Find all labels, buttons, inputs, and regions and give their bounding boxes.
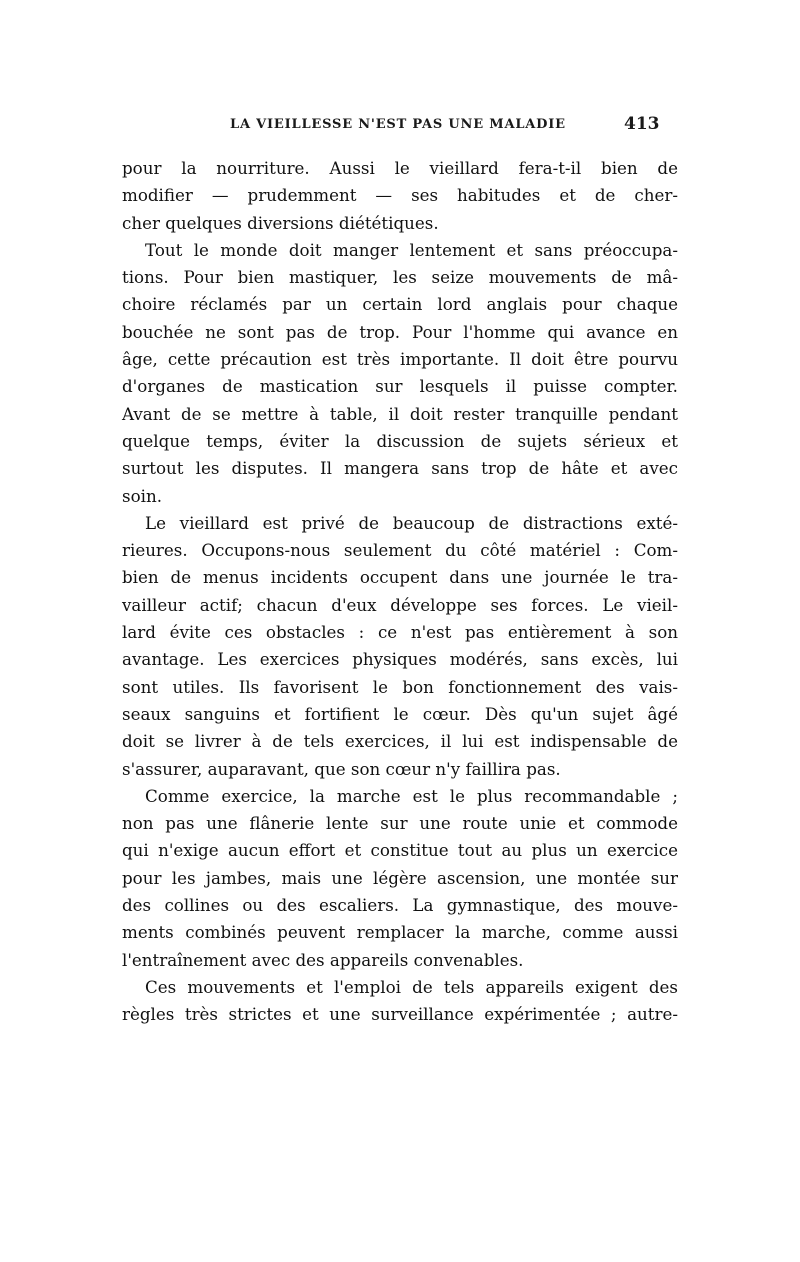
text-line: tions. Pour bien mastiquer, les seize mouvements de mâ- xyxy=(122,267,678,288)
text-line: avantage. Les exercices physiques modérés, sans excès, lui xyxy=(122,649,678,670)
text-line: seaux sanguins et fortifient le cœur. Dès qu'un sujet âgé xyxy=(122,703,678,724)
text-line: lard évite ces obstacles : ce n'est pas entièrement à son xyxy=(122,622,678,643)
text-line: doit se livrer à de tels exercices, il lui est indispensable de xyxy=(122,731,678,752)
text-line: Le vieillard est privé de beaucoup de distractions exté- xyxy=(145,512,678,533)
page-number: 413 xyxy=(624,114,660,134)
text-line: ments combinés peuvent remplacer la marche, comme aussi xyxy=(122,922,678,943)
text-line: pour les jambes, mais une légère ascension, une montée sur xyxy=(122,867,678,888)
text-line: modifier — prudemment — ses habitudes et de cher- xyxy=(122,185,678,206)
text-line: Comme exercice, la marche est le plus recommandable ; xyxy=(145,785,678,806)
text-line: Tout le monde doit manger lentement et sans préoccupa- xyxy=(145,239,678,260)
text-line: vailleur actif; chacun d'eux développe ses forces. Le vieil- xyxy=(122,594,678,615)
text-line: âge, cette précaution est très importante. Il doit être pourvu xyxy=(122,349,678,370)
text-line: quelque temps, éviter la discussion de sujets sérieux et xyxy=(122,430,678,451)
text-line: Ces mouvements et l'emploi de tels appareils exigent des xyxy=(145,976,678,997)
text-line: Avant de se mettre à table, il doit rester tranquille pendant xyxy=(122,403,678,424)
running-title: LA VIEILLESSE N'EST PAS UNE MALADIE xyxy=(230,117,566,132)
text-line: choire réclamés par un certain lord anglais pour chaque xyxy=(122,294,678,315)
text-line: s'assurer, auparavant, que son cœur n'y faillira pas. xyxy=(122,758,561,779)
text-line: soin. xyxy=(122,485,162,506)
text-line: bien de menus incidents occupent dans une journée le tra- xyxy=(122,567,678,588)
text-line: pour la nourriture. Aussi le vieillard fera-t-il bien de xyxy=(122,158,678,178)
text-line: qui n'exige aucun effort et constitue tout au plus un exercice xyxy=(122,840,678,861)
text-line: non pas une flânerie lente sur une route unie et commode xyxy=(122,813,678,834)
text-line: sont utiles. Ils favorisent le bon fonctionnement des vais- xyxy=(122,676,678,697)
text-line: surtout les disputes. Il mangera sans trop de hâte et avec xyxy=(122,458,678,479)
text-line: cher quelques diversions diététiques. xyxy=(122,212,439,233)
body-text xyxy=(122,155,678,1029)
text-line: des collines ou des escaliers. La gymnastique, des mouve- xyxy=(122,895,678,916)
text-line: règles très strictes et une surveillance expérimentée ; autre- xyxy=(122,1004,678,1025)
text-line: bouchée ne sont pas de trop. Pour l'homme qui avance en xyxy=(122,321,678,342)
text-line: rieures. Occupons-nous seulement du côté matériel : Com- xyxy=(122,540,678,561)
text-line: d'organes de mastication sur lesquels il puisse compter. xyxy=(122,376,678,397)
text-line: l'entraînement avec des appareils convenables. xyxy=(122,949,524,970)
